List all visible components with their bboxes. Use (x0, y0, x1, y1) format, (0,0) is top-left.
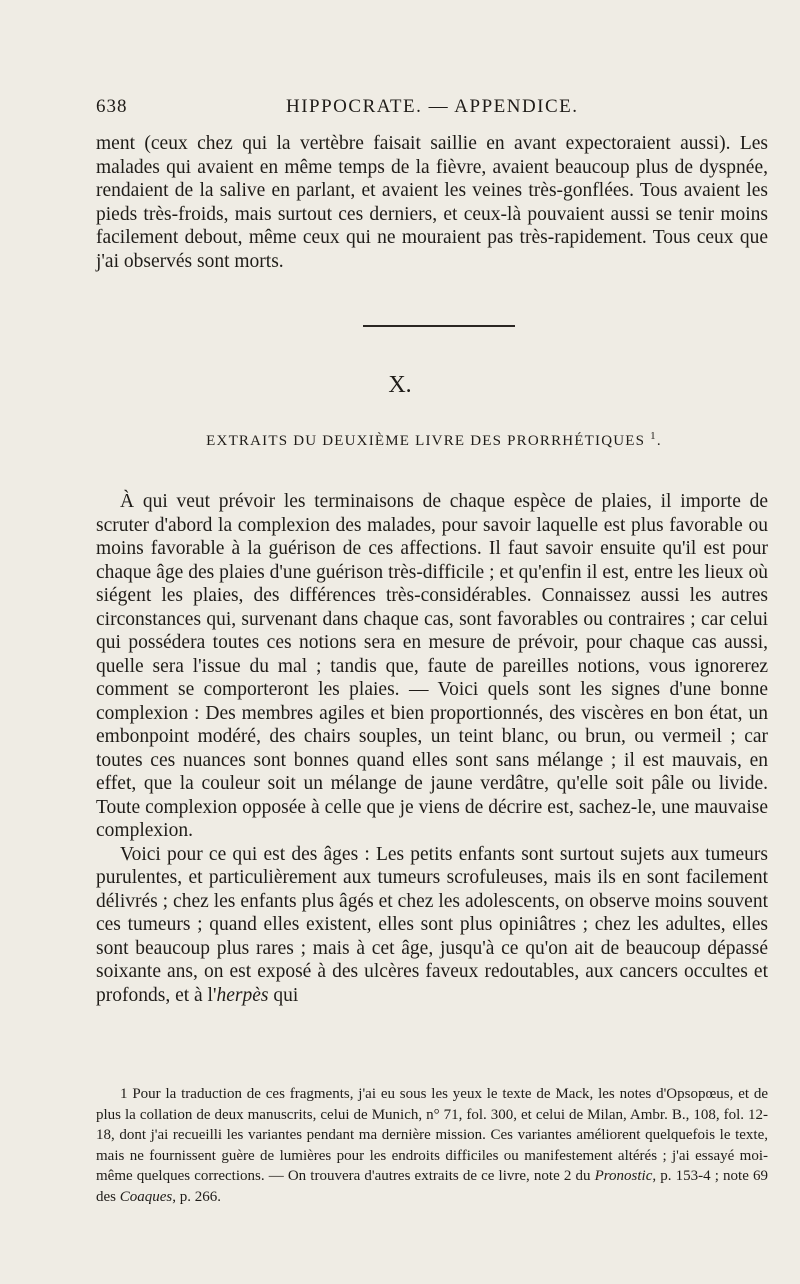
running-title: HIPPOCRATE. — APPENDICE. (286, 96, 579, 117)
footnote-pronostic: Pronostic (594, 1168, 653, 1184)
footnote-reference: 1 (650, 430, 657, 442)
continued-text: ment (ceux chez qui la vertèbre faisait saillie en avant expectoraient aussi). Les malades qui avaient en même temps de la fièvre, avaient beaucoup plus de dyspnée, rendaient de la salive en parlant, et avaient les veines très-gonflées. Tous avaient les pieds très-froids, mais surtout ces derniers, et ceux-là pouvaient aussi se tenir moins facilement debout, même ceux qui ne mouraient pas très-rapidement. Tous ceux que j'ai observés sont morts. (96, 133, 768, 272)
footnote (96, 1084, 768, 1207)
section-divider (363, 325, 515, 327)
footnote-marker: 1 (120, 1086, 128, 1102)
section-body (96, 490, 768, 1007)
herpes-term: herpès (216, 984, 269, 1006)
paragraph-ages (96, 843, 768, 1008)
section-title: EXTRAITS DU DEUXIÈME LIVRE DES PRORRHÉTIQUES $^1$. (206, 430, 662, 449)
page-header (96, 96, 772, 124)
footnote-text-c: , p. 266. (172, 1188, 221, 1205)
paragraph-ages-text: Voici pour ce qui est des âges : Les petits enfants sont surtout sujets aux tumeurs purulentes, et particulièrement aux tumeurs scrofuleuses, mais ils en sont facilement délivrés ; chez les enfants plus âgés et chez les adolescents, on observe moins souvent ces tumeurs ; quand elles existent, elles sont plus opiniâtres ; chez les adultes, elles sont beaucoup plus rares ; mais à cet âge, jusqu'à ce qu'on ait de beaucoup dépassé soixante ans, on est exposé à des ulcères faveux redoutables, aux cancers occultes et profonds, et à l' (96, 843, 768, 1006)
paragraph-complexion: À qui veut prévoir les terminaisons de chaque espèce de plaies, il importe de scruter d'abord la complexion des malades, pour savoir laquelle est plus favorable ou moins favorable à la guérison de ces affections. Il faut savoir ensuite qu'il est pour chaque âge des plaies d'une guérison très-difficile ; et qu'enfin il est, entre les lieux où siégent les plaies, des différences très-considérables. Connaissez aussi les autres circonstances qui, survenant dans chaque cas, sont favorables ou contraires ; car celui qui possédera toutes ces notions sera en mesure de prévoir, pour chaque cas aussi, quelle sera l'issue du mal ; tandis que, faute de pareilles notions, vous ignorerez comment se comporteront les plaies. — Voici quels sont les signes d'une bonne complexion : Des membres agiles et bien proportionnés, des viscères en bon état, un embonpoint modéré, des chairs souples, un teint blanc, ou brun, ou vermeil ; car toutes ces nuances sont bonnes quand elles sont sans mélange ; il est mauvais, en effet, que la couleur soit un mélange de jaune verdâtre, qu'elle soit pâle ou livide. Toute complexion opposée à celle que je viens de décrire est, sachez-le, une mauvaise complexion. (96, 491, 768, 841)
footnote-text-b: , p. 153-4 ; note 69 des (96, 1168, 768, 1205)
section-numeral: X. (388, 372, 412, 398)
footnote-coaques: Coaques (119, 1188, 173, 1205)
footnote-paragraph (96, 1084, 768, 1207)
paragraph-ages-end: qui (268, 984, 299, 1006)
continued-paragraph (96, 132, 768, 273)
page-number: 638 (96, 96, 128, 117)
footnote-text-a: Pour la traduction de ces fragments, j'ai eu sous les yeux le texte de Mack, les notes d'Opsopœus, et de plus la collation de deux manuscrits, celui de Munich, n° 71, fol. 300, et celui de Milan, Ambr. B., 108, fol. 12-18, dont j'ai recueilli les variantes pendant ma dernière mission. Ces variantes améliorent quelquefois le texte, mais ne fournissent guère de lumières pour les endroits difficiles ou manifestement altérés ; j'ai essayé moi-même quelques corrections. — On trouvera d'autres extraits de ce livre, note 2 du (96, 1086, 769, 1184)
section-title-text: EXTRAITS DU DEUXIÈME LIVRE DES PRORRHÉTIQUES (206, 433, 646, 449)
